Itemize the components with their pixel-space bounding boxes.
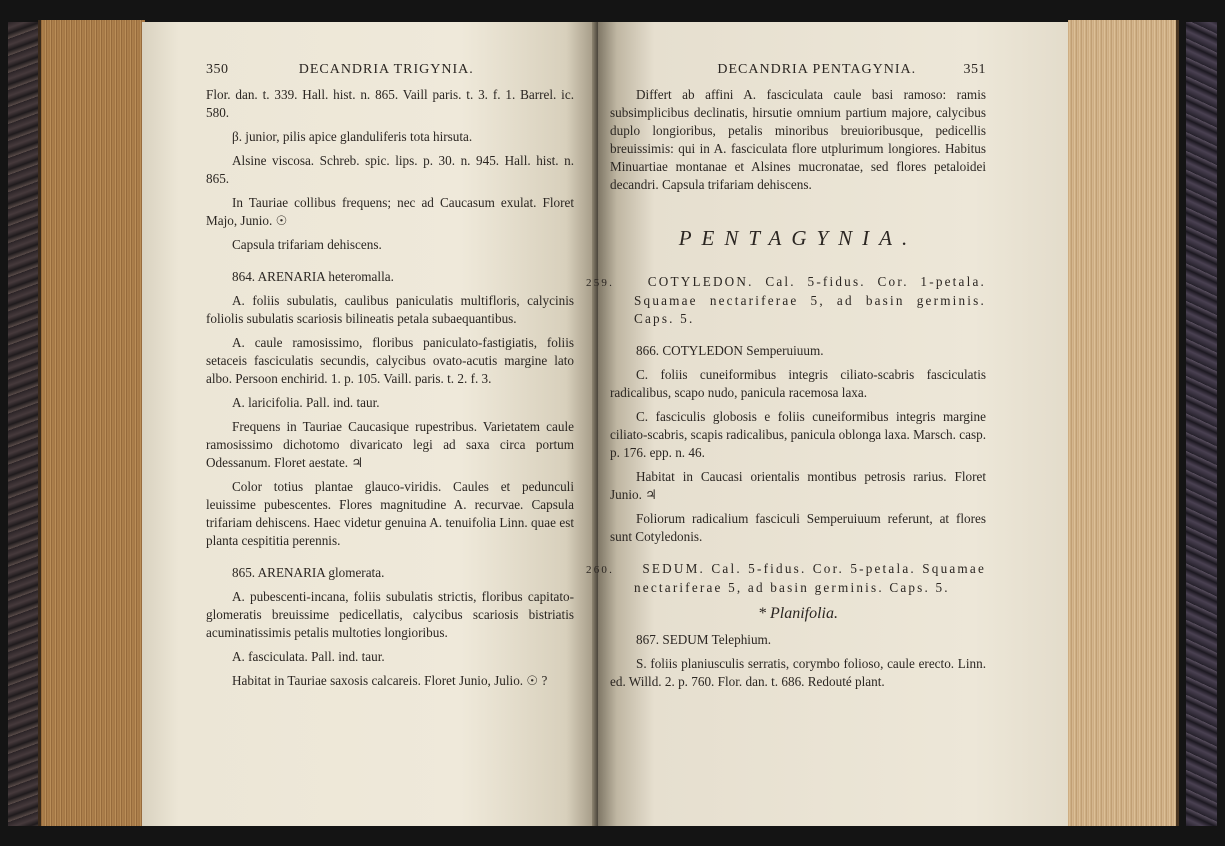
book-cover-left [8,22,38,826]
left-page-header [206,62,574,78]
right-page [586,22,1068,826]
paragraph: Alsine viscosa. Schreb. spic. lips. p. 30. n. 945. Hall. hist. n. 865. [206,153,574,186]
paragraph: Differt ab affini A. fasciculata caule basi ramoso: ramis subsimplicibus declinatis, hirsutie omnium partium majore, calycibus duplo longioribus, petalis minoribus breuioribusque, pedicellis breuissimis: qui in A. fasciculata flore utplurimum longiores. Habitus Minuartiae montanae et Alsines mucronatae, sed flores petaloidei decandri. Capsula trifariam dehiscens. [610,87,986,192]
book-cover-right [1186,22,1217,826]
genus-text: SEDUM. Cal. 5-fidus. Cor. 5-petala. Squamae nectariferae 5, ad basin germinis. Caps. 5. [634,561,987,595]
species-heading: 866. COTYLEDON Semperuiuum. [636,343,824,358]
paragraph: β. junior, pilis apice glanduliferis tota hirsuta. [232,129,473,144]
paragraph: Flor. dan. t. 339. Hall. hist. n. 865. Vaill paris. t. 3. f. 1. Barrel. ic. 580. [206,87,574,120]
genus-text: COTYLEDON. Cal. 5-fidus. Cor. 1-petala. Squamae nectariferae 5, ad basin germinis. Caps. 5. [634,274,986,326]
paragraph: C. fasciculis globosis e foliis cuneiformibus integris margine ciliato-scabris, scapis radicalibus, panicula oblonga laxa. Marsch. casp. p. 176. epp. n. 46. [610,409,986,460]
paragraph: Habitat in Caucasi orientalis montibus petrosis rarius. Floret Junio. ♃ [610,469,986,502]
paragraph: A. pubescenti-incana, foliis subulatis strictis, floribus capitato-glomeratis breuissime pedicellatis, calycibus scariosis bistriatis acuminatissimis petalis multoties longioribus. [206,589,574,640]
paragraph: Frequens in Tauriae Caucasique rupestribus. Varietatem caule ramosissimo dichotomo divaricato legi ad saxa circa portum Odessanum. Floret aestate. ♃ [206,419,574,470]
page-edges-left [38,20,145,826]
right-page-number: 351 [963,62,986,77]
paragraph: In Tauriae collibus frequens; nec ad Caucasum exulat. Floret Majo, Junio. ☉ [206,195,574,228]
paragraph: Habitat in Tauriae saxosis calcareis. Floret Junio, Julio. ☉ ? [232,673,548,688]
paragraph: Foliorum radicalium fasciculi Semperuiuum referunt, at flores sunt Cotyledonis. [610,511,986,544]
right-running-head: DECANDRIA PENTAGYNIA. [717,62,917,77]
genus-description [586,560,987,597]
subsection-heading: * Planifolia. [758,605,838,622]
left-page-number: 350 [206,62,229,77]
paragraph: A. fasciculata. Pall. ind. taur. [232,649,385,664]
species-heading: 867. SEDUM Telephium. [636,632,772,647]
species-heading: 865. ARENARIA glomerata. [232,565,385,580]
paragraph: A. laricifolia. Pall. ind. taur. [232,395,380,410]
genus-description [586,273,986,328]
paragraph: Capsula trifariam dehiscens. [232,237,382,252]
right-page-header [610,62,986,78]
genus-number: 259. [586,277,615,289]
paragraph: S. foliis planiusculis serratis, corymbo folioso, caule erecto. Linn. ed. Willd. 2. p. 760. Flor. dan. t. 686. Redouté plant. [610,656,986,689]
paragraph: Color totius plantae glauco-viridis. Caules et pedunculi leuissime pubescentes. Flores magnitudine A. recurvae. Capsula trifariam dehiscens. Haec videtur genuina A. tenuifolia Linn. quae est planta cespititia perennis. [206,479,574,548]
paragraph: C. foliis cuneiformibus integris ciliato-scabris fasciculatis radicalibus, scapo nudo, panicula racemosa laxa. [610,367,986,400]
genus-number: 260. [586,564,615,576]
paragraph: A. foliis subulatis, caulibus paniculatis multifloris, calycinis foliolis subulatis scariosis bilineatis petala subaequantibus. [206,293,574,326]
left-running-head: DECANDRIA TRIGYNIA. [298,62,474,77]
section-title: PENTAGYNIA. [678,226,918,250]
paragraph: A. caule ramosissimo, floribus paniculato-fastigiatis, foliis setaceis fasciculatis secundis, calycibus ovato-acutis margine lato albo. Persoon enchirid. 1. p. 105. Vaill. paris. t. 2. f. 3. [206,335,574,386]
species-heading: 864. ARENARIA heteromalla. [232,269,394,284]
left-page [142,22,598,826]
page-edges-right [1068,20,1179,826]
